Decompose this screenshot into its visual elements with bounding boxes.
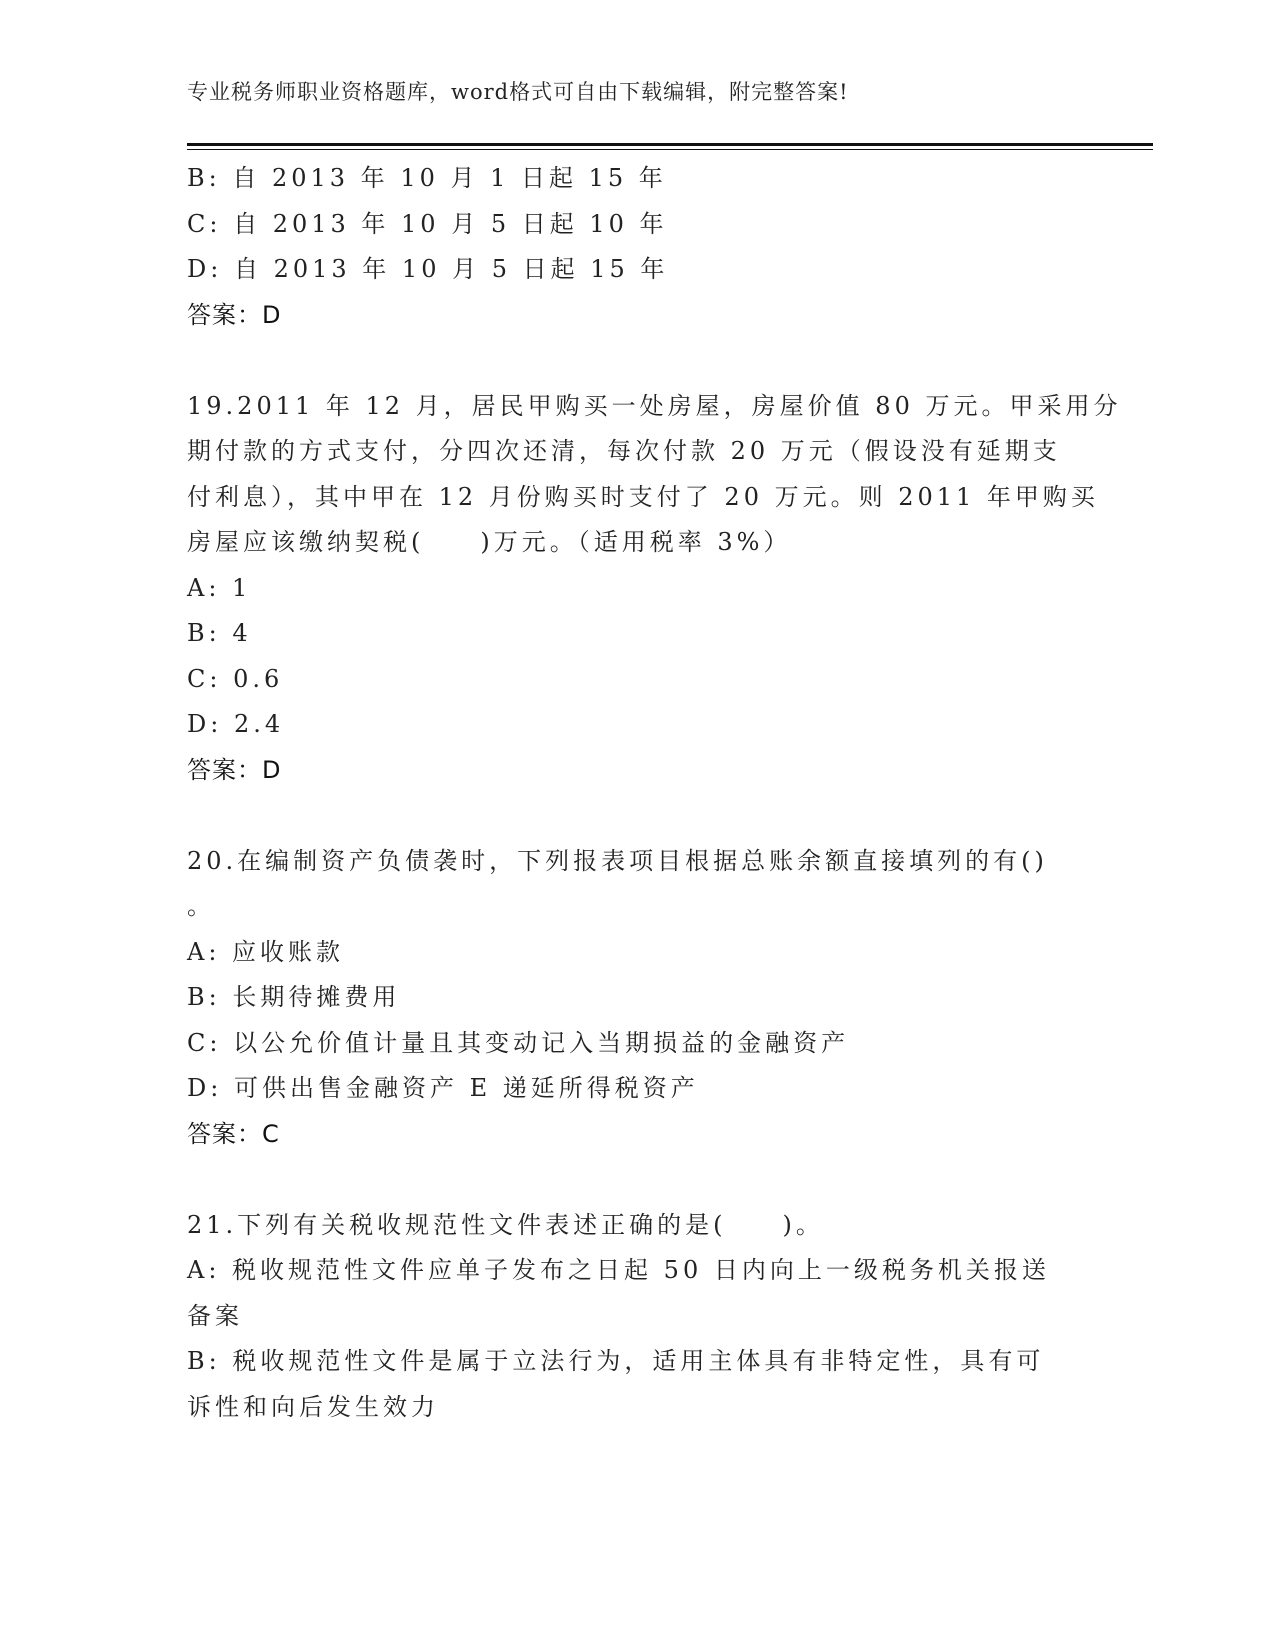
page-header: 专业税务师职业资格题库，word格式可自由下载编辑，附完整答案! xyxy=(187,80,849,104)
question-stem-line: 20.在编制资产负债袭时，下列报表项目根据总账余额直接填列的有() xyxy=(187,846,1048,875)
spacer xyxy=(187,1157,1067,1203)
document-body xyxy=(187,156,1122,1430)
option-a: A: 应收账款 xyxy=(187,937,345,966)
question-18-tail xyxy=(187,156,1067,338)
question-stem-line: 。 xyxy=(187,892,215,920)
answer-line: 答案：D xyxy=(187,300,282,329)
answer-line: 答案：C xyxy=(187,1119,280,1148)
header-rule-thick xyxy=(187,143,1153,146)
question-stem-line: 房屋应该缴纳契税( )万元。（适用税率 3%） xyxy=(187,528,792,556)
question-20 xyxy=(187,839,1067,1158)
option-c: C: 以公允价值计量且其变动记入当期损益的金融资产 xyxy=(187,1028,850,1057)
option-b: B: 长期待摊费用 xyxy=(187,983,401,1011)
question-stem-line: 期付款的方式支付，分四次还清，每次付款 20 万元（假设没有延期支 xyxy=(187,437,1061,465)
option-d: D: 2.4 xyxy=(187,710,285,738)
option-b-line-2: 诉性和向后发生效力 xyxy=(187,1392,439,1421)
answer-line: 答案：D xyxy=(187,755,282,784)
header-rule-thin xyxy=(187,149,1153,150)
option-b: B: 4 xyxy=(187,619,252,647)
option-b-line-1: B: 税收规范性文件是属于立法行为，适用主体具有非特定性，具有可 xyxy=(187,1347,1045,1375)
question-stem-line: 21.下列有关税收规范性文件表述正确的是( )。 xyxy=(187,1210,824,1239)
option-a-line-2: 备案 xyxy=(187,1301,243,1330)
question-21 xyxy=(187,1203,1067,1431)
option-c: C: 0.6 xyxy=(187,664,284,693)
option-a-line-1: A: 税收规范性文件应单子发布之日起 50 日内向上一级税务机关报送 xyxy=(187,1256,1050,1284)
question-stem-line: 付利息），其中甲在 12 月份购买时支付了 20 万元。则 2011 年甲购买 xyxy=(187,482,1099,511)
question-19 xyxy=(187,384,1122,794)
option-a: A: 1 xyxy=(187,573,252,602)
spacer xyxy=(187,338,1067,384)
option-d: D: 自 2013 年 10 月 5 日起 15 年 xyxy=(187,255,669,283)
option-b: B: 自 2013 年 10 月 1 日起 15 年 xyxy=(187,164,667,192)
option-d: D: 可供出售金融资产 E 递延所得税资产 xyxy=(187,1074,699,1102)
question-stem-line: 19.2011 年 12 月，居民甲购买一处房屋，房屋价值 80 万元。甲采用分 xyxy=(187,391,1122,420)
option-c: C: 自 2013 年 10 月 5 日起 10 年 xyxy=(187,209,668,238)
spacer xyxy=(187,793,1067,839)
